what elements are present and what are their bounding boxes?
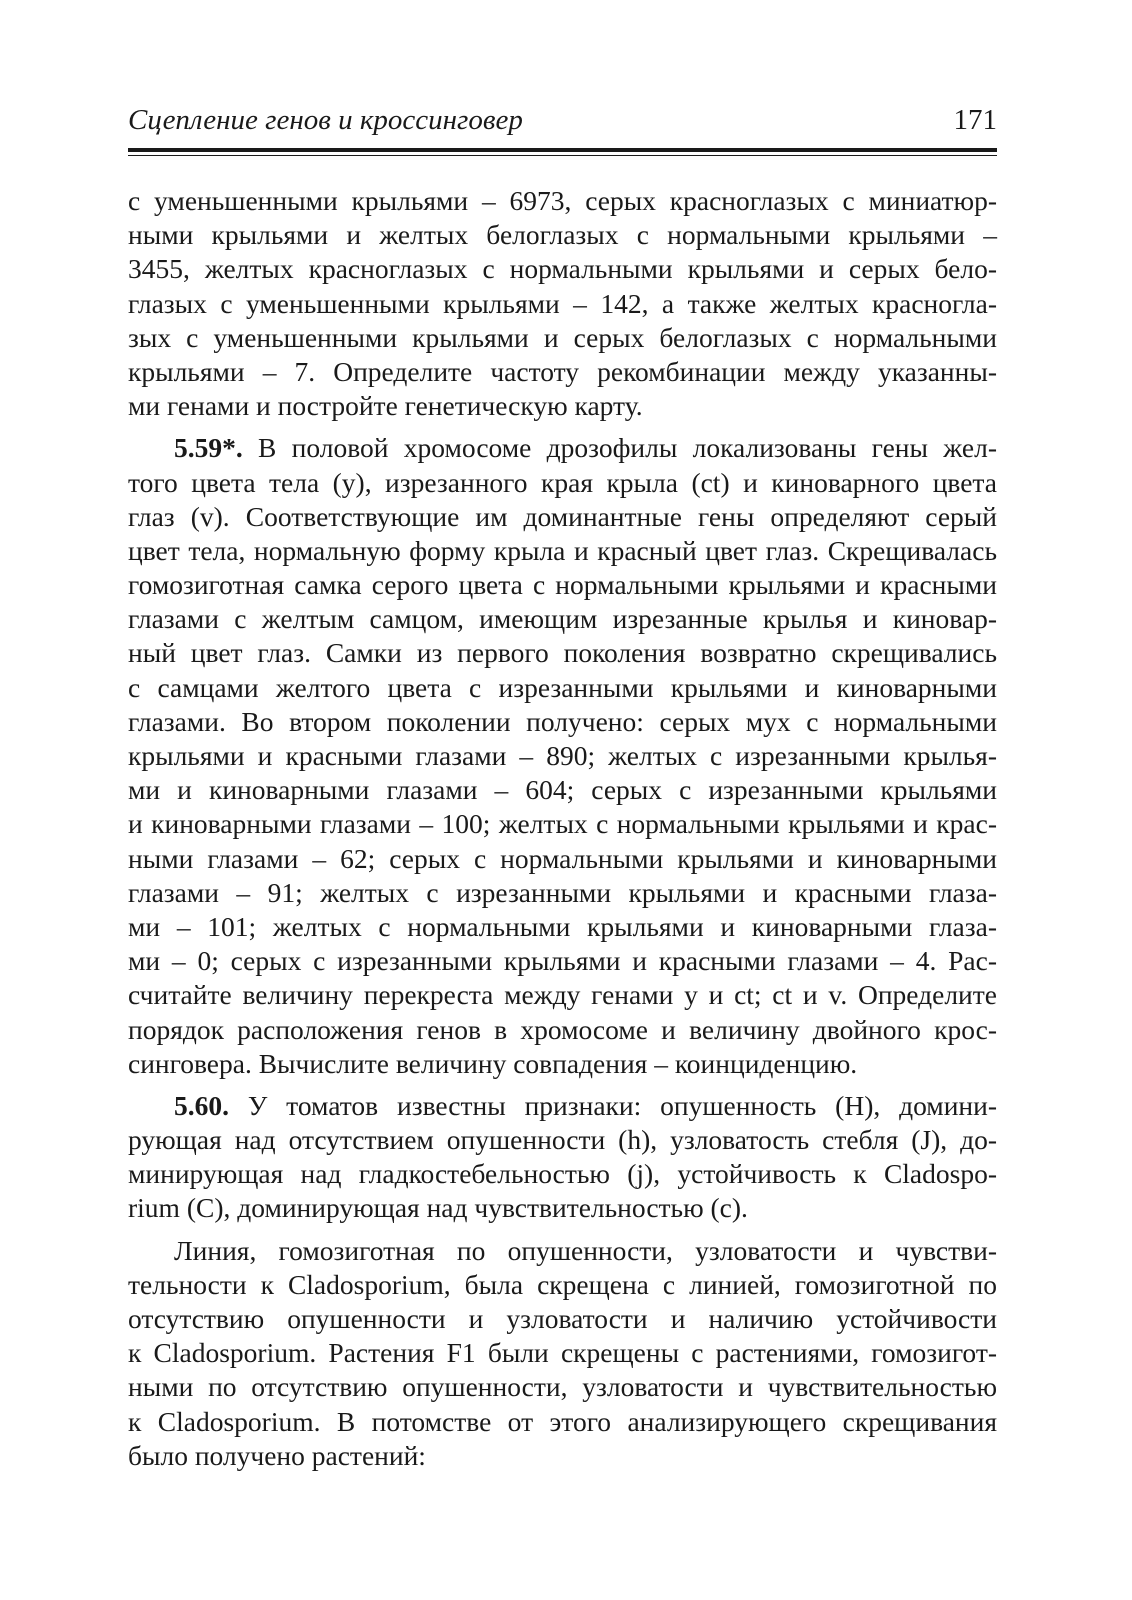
text-line: синговера. Вычислите величину совпадения – коинциденцию.	[128, 1047, 858, 1079]
text-line: глаз (v). Соответствующие им доминантные гены определяют серый	[128, 500, 997, 532]
text-line: глазых с уменьшенными крыльями – 142, а также желтых красногла-	[128, 287, 997, 319]
problem-number: 5.60.	[174, 1089, 229, 1121]
problem-number: 5.59*.	[174, 432, 243, 464]
page-number: 171	[953, 104, 997, 136]
text-line: гомозиготная самка серого цвета с нормальными крыльями и красными	[128, 569, 997, 601]
text-line: того цвета тела (y), изрезанного края крыла (ct) и киноварного цвета	[128, 466, 997, 498]
text-line: ный цвет глаз. Самки из первого поколения возвратно скрещивались	[128, 637, 997, 669]
text-line: глазами. Во втором поколении получено: серых мух с нормальными	[128, 705, 997, 737]
paragraph-continued	[128, 184, 997, 423]
text-line: глазами – 91; желтых с изрезанными крыльями и красными глаза-	[128, 876, 997, 908]
text-line: к Cladosporium. Растения F1 были скрещены с растениями, гомозигот-	[128, 1337, 997, 1369]
text-line: с уменьшенными крыльями – 6973, серых красноглазых с миниатюр-	[128, 185, 997, 216]
text-line: к Cladosporium. В потомстве от этого анализирующего скрещивания	[128, 1405, 997, 1437]
text-line: ми – 101; желтых с нормальными крыльями и киноварными глаза-	[128, 910, 997, 942]
text-line: ми – 0; серых с изрезанными крыльями и красными глазами – 4. Рас-	[128, 945, 997, 977]
running-header	[128, 104, 997, 137]
text-line: с самцами желтого цвета с изрезанными крыльями и киноварными	[128, 671, 997, 703]
text-line: 3455, желтых красноглазых с нормальными крыльями и серых бело-	[128, 253, 997, 285]
text-line: ми генами и постройте генетическую карту.	[128, 390, 643, 422]
text-line: глазами с желтым самцом, имеющим изрезанные крылья и киновар-	[128, 603, 997, 635]
text-line: было получено растений:	[128, 1439, 426, 1471]
header-rule-thin	[128, 155, 997, 156]
text-line: крыльями и красными глазами – 890; желтых с изрезанными крылья-	[128, 740, 997, 771]
header-rule-thick	[128, 148, 997, 152]
page-body	[128, 184, 997, 1473]
problem-5-60	[128, 1089, 997, 1226]
text-line: Линия, гомозиготная по опушенности, узловатости и чувстви-	[174, 1234, 997, 1266]
text-line: ными крыльями и желтых белоглазых с нормальными крыльями –	[128, 219, 997, 251]
text-line: считайте величину перекреста между генами y и ct; ct и v. Определите	[128, 979, 997, 1011]
text-line: ными по отсутствию опушенности, узловатости и чувствительностью	[128, 1371, 997, 1403]
text-line: минирующая над гладкостебельностью (j), устойчивость к Cladospo-	[128, 1158, 997, 1190]
text-line: и киноварными глазами – 100; желтых с нормальными крыльями и крас-	[128, 808, 997, 840]
text-line: крыльями – 7. Определите частоту рекомбинации между указанны-	[128, 355, 997, 387]
text-line: зых с уменьшенными крыльями и серых белоглазых с нормальными	[128, 321, 997, 353]
text-line: рующая над отсутствием опушенности (h), узловатость стебля (J), до-	[128, 1124, 997, 1156]
text-line: цвет тела, нормальную форму крыла и красный цвет глаз. Скрещивалась	[128, 534, 997, 566]
text-line: ми и киноварными глазами – 604; серых с изрезанными крыльями	[128, 774, 997, 806]
text-line: отсутствию опушенности и узловатости и наличию устойчивости	[128, 1303, 997, 1334]
text-line: 5.59*. В половой хромосоме дрозофилы локализованы гены жел-	[174, 432, 997, 464]
paragraph-cross-description	[128, 1234, 997, 1473]
text-line: rium (C), доминирующая над чувствительностью (c).	[128, 1192, 748, 1224]
chapter-title: Сцепление генов и кроссинговер	[128, 104, 523, 136]
text-line: ными глазами – 62; серых с нормальными крыльями и киноварными	[128, 842, 997, 874]
problem-5-59	[128, 431, 997, 1081]
text-line: 5.60. У томатов известны признаки: опушенность (H), домини-	[174, 1089, 998, 1121]
text-line: порядок расположения генов в хромосоме и величину двойного крос-	[128, 1013, 997, 1045]
text-line: тельности к Cladosporium, была скрещена с линией, гомозиготной по	[128, 1268, 997, 1300]
